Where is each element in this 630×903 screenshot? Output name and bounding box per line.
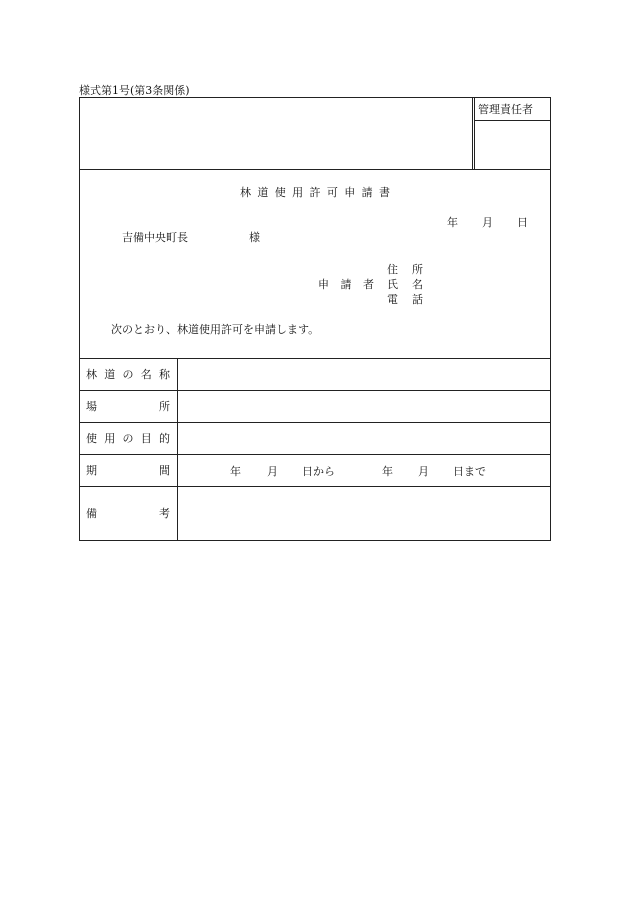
period-day-to: 日まで [453,465,486,478]
table-top-line [79,358,551,359]
row-label-remarks [86,508,170,519]
period-year-from: 年 [230,465,241,478]
row-label-location [86,401,170,412]
table-row-divider [79,454,551,455]
label-char: の [122,432,134,445]
applicant-phone-label [387,294,423,305]
title-char: 使 [274,186,286,199]
title-char: 請 [361,186,373,199]
title-char: 道 [257,186,269,199]
label-char: 備 [86,507,97,520]
label-char: 申 [318,278,329,291]
label-char: 目 [140,432,152,445]
label-char: 道 [104,368,116,381]
row-label-forest-road-name [86,369,170,380]
label-char: 名 [412,278,423,291]
row-label-period [86,465,170,476]
label-char: 所 [412,263,423,276]
manager-column-divider [472,97,475,169]
title-char: 用 [292,186,304,199]
label-char: 名 [140,368,152,381]
label-char: 者 [363,278,374,291]
title-char: 可 [326,186,338,199]
label-char: 称 [159,368,170,381]
table-column-divider [177,358,178,541]
label-char: 請 [340,278,352,291]
manager-label: 管理責任者 [478,103,533,116]
label-char: 話 [412,293,423,306]
manager-label-underline [474,120,551,121]
label-char: 的 [159,432,170,445]
addressee-name: 吉備中央町長 [122,231,188,244]
addressee-suffix: 様 [249,231,260,244]
title-char: 林 [240,186,251,199]
date-year-label: 年 [447,216,458,229]
table-row-divider [79,486,551,487]
label-char: 氏 [387,278,398,291]
label-char: 所 [159,400,170,413]
table-row-divider [79,390,551,391]
applicant-name-label [387,279,423,290]
document-title [240,187,390,198]
label-char: 住 [387,263,398,276]
label-char: の [122,368,134,381]
date-month-label: 月 [482,216,493,229]
applicant-address-label [387,264,423,275]
period-day-from: 日から [302,465,335,478]
label-char: 使 [86,432,97,445]
label-char: 場 [86,400,97,413]
row-label-purpose [86,433,170,444]
application-statement: 次のとおり、林道使用許可を申請します。 [111,323,320,336]
date-day-label: 日 [517,216,528,229]
period-month-from: 月 [267,465,278,478]
table-row-divider [79,422,551,423]
title-char: 許 [309,186,321,199]
form-number: 様式第1号(第3条関係) [79,84,190,97]
title-char: 申 [344,186,356,199]
label-char: 電 [387,293,398,306]
title-char: 書 [379,186,390,199]
label-char: 考 [159,507,170,520]
label-char: 期 [86,464,97,477]
period-month-to: 月 [418,465,429,478]
applicant-label [318,279,374,290]
period-year-to: 年 [382,465,393,478]
label-char: 用 [104,432,116,445]
label-char: 林 [86,368,97,381]
label-char: 間 [159,464,170,477]
